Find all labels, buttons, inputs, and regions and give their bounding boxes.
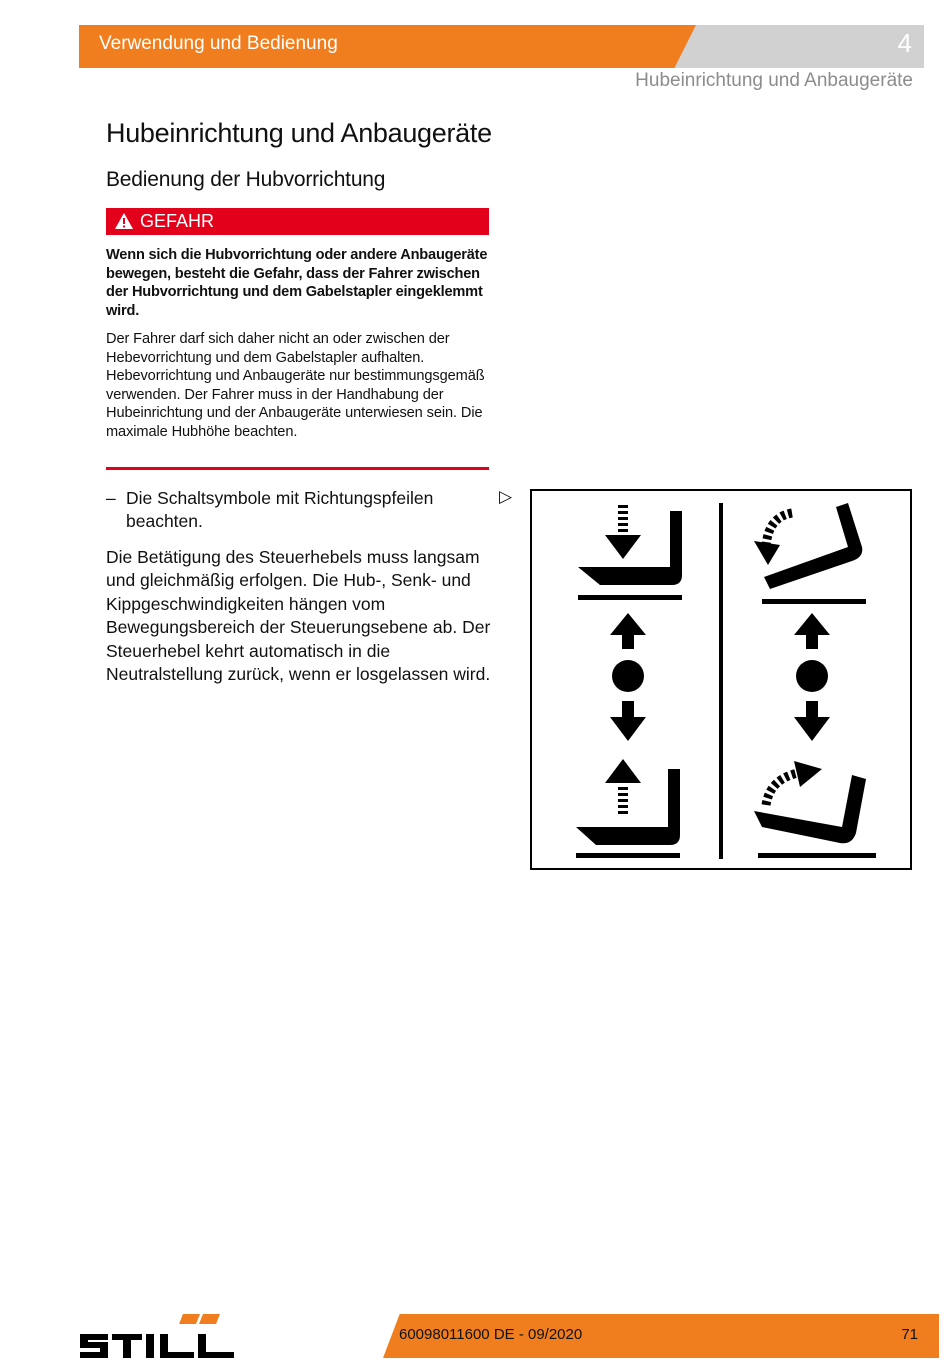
neutral-dot-right [796,660,828,692]
still-logo-icon [78,1312,238,1360]
subsection-title: Hubeinrichtung und Anbaugeräte [635,70,913,91]
neutral-dot-left [612,660,644,692]
danger-bold-text: Wenn sich die Hubvorrichtung oder andere Anbaugeräte bewegen, besteht die Gefahr, dass der Fahrer zwischen der Hubvorrichtung und dem Gabelstapler eingeklemmt wird. [106,247,488,319]
operation-paragraph: Die Betätigung des Steuerhebels muss langsam und gleichmäßig erfolgen. Die Hub-, Senk- und Kippgeschwindigkeiten hängen vom Bewegungsbereich der Steuerungsebene ab. Der Steuerhebel kehrt automatisch in die Neutralstellung zurück, wenn er losgelassen wird. [106,547,491,685]
page-heading: Hubeinrichtung und Anbaugeräte [106,118,492,148]
danger-banner [106,208,489,235]
sub-heading: Bedienung der Hubvorrichtung [106,168,386,191]
warning-triangle-icon [114,212,134,230]
danger-text: Der Fahrer darf sich daher nicht an oder zwischen der Hebevorrichtung und dem Gabelstapler aufhalten. Hebevorrichtung und Anbaugeräte nur bestimmungsgemäß verwenden. Der Fahrer muss in der Handhabung der Hubeinrichtung und der Anbaugeräte unterwiesen sein. Die maximale Hubhöhe beachten. [106,331,485,440]
section-title: Verwendung und Bedienung [99,33,338,54]
figure-reference-icon: ▷ [499,487,513,506]
bullet-text: Die Schaltsymbole mit Richtungspfeilen beachten. [126,488,434,531]
bullet-dash: – [106,488,116,508]
page-number: 71 [901,1326,918,1343]
header-gray-band [660,25,924,68]
chapter-number: 4 [897,28,912,58]
lever-symbols-figure [530,489,912,870]
danger-end-rule [106,467,489,470]
danger-label: GEFAHR [140,211,215,231]
document-id: 60098011600 DE - 09/2020 [399,1326,583,1343]
